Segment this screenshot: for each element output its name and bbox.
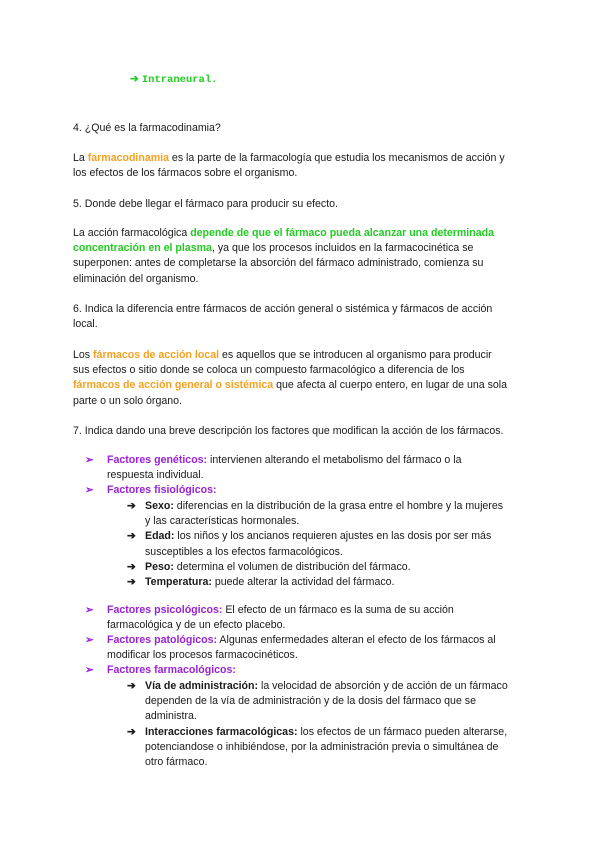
bullet-arrow-icon: ➢ [85,604,94,616]
question-4: 4. ¿Qué es la farmacodinamia? [73,122,221,134]
highlight-accion-local: fármacos de acción local [93,349,220,361]
bullet-arrow-icon: ➢ [85,634,94,646]
list-item-psicologicos: ➢ Factores psicológicos: El efecto de un fármaco es la suma de su acción farmacológica y de un efecto placebo. [85,604,454,632]
bullet-arrow-icon: ➢ [85,484,94,496]
question-5: 5. Donde debe llegar el fármaco para producir su efecto. [73,198,338,210]
answer-5: La acción farmacológica depende de que el fármaco pueda alcanzar una determinada concentración en el plasma, ya que los procesos incluidos en la farmacocinética se superponen: antes de completarse la absorción del fármaco administrado, comienza su eliminación del organismo. [73,227,494,285]
arrow-right-icon: ➔ [127,576,136,589]
answer-6: Los fármacos de acción local es aquellos que se introducen al organismo para producir sus efectos o sitio donde se coloca un compuesto farmacológico a diferencia de los fármacos de acción general o sistémica que afecta al cuerpo entero, en lugar de una sola parte o un solo órgano. [73,349,508,407]
list-item-patologicos: ➢ Factores patológicos: Algunas enfermedades alteran el efecto de los fármacos al modificar los procesos farmacocinéticos. [85,634,496,662]
highlight-accion-general: fármacos de acción general o sistémica [73,379,274,392]
bullet-arrow-icon: ➢ [85,454,94,466]
sub-item-sexo: ➔ Sexo: diferencias en la distribución de la grasa entre el hombre y la mujeres y las características hormonales. [127,500,504,528]
arrow-right-icon: ➔ [127,500,136,512]
arrow-right-icon: ➔ [127,530,136,543]
sub-item-via-administracion: ➔ Vía de administración: la velocidad de absorción y de acción de un fármaco dependen de la vía de administración y de la dosis del fármaco que se administra. [127,680,508,723]
list-item-geneticos: ➢ Factores genéticos: intervienen alterando el metabolismo del fármaco o la respuesta individual. [85,454,462,482]
list-item-farmacologicos: ➢ Factores farmacológicos: [85,663,545,678]
question-7: 7. Indica dando una breve descripción los factores que modifican la acción de los fármacos. [73,425,504,437]
intro-line [130,72,217,88]
intro-text: Intraneural. [141,74,218,86]
arrow-right-icon: ➔ [127,680,136,692]
sub-item-peso: ➔ Peso: determina el volumen de distribución del fármaco. [127,560,547,575]
highlight-concentracion: depende de que el fármaco pueda alcanzar una determinada [190,227,494,239]
question-6: 6. Indica la diferencia entre fármacos de acción general o sistémica y fármacos de acción local. [73,303,493,331]
bullet-arrow-icon: ➢ [85,664,94,676]
arrow-right-icon: ➔ [130,73,139,85]
sublist-farmacologicos [127,679,547,770]
arrow-right-icon: ➔ [127,560,136,573]
list-item-fisiologicos: ➢ Factores fisiológicos: [85,483,545,498]
sub-item-edad: ➔ Edad: los niños y los ancianos requieren ajustes en las dosis por ser más susceptibles a los efectos farmacológicos. [127,530,492,558]
sub-item-temperatura: ➔ Temperatura: puede alterar la actividad del fármaco. [127,575,547,590]
arrow-right-icon: ➔ [127,725,136,738]
answer-4: La farmacodinamia es la parte de la farmacología que estudia los mecanismos de acción y los efectos de los fármacos sobre el organismo. [73,152,505,180]
sublist-fisiologicos [127,499,547,590]
highlight-farmacodinamia: farmacodinamia [87,152,169,164]
sub-item-interacciones: ➔ Interacciones farmacológicas: los efectos de un fármaco pueden alterarse, potenciandose o inhibiéndose, por la administración previa o simultánea de otro fármaco. [127,725,508,769]
